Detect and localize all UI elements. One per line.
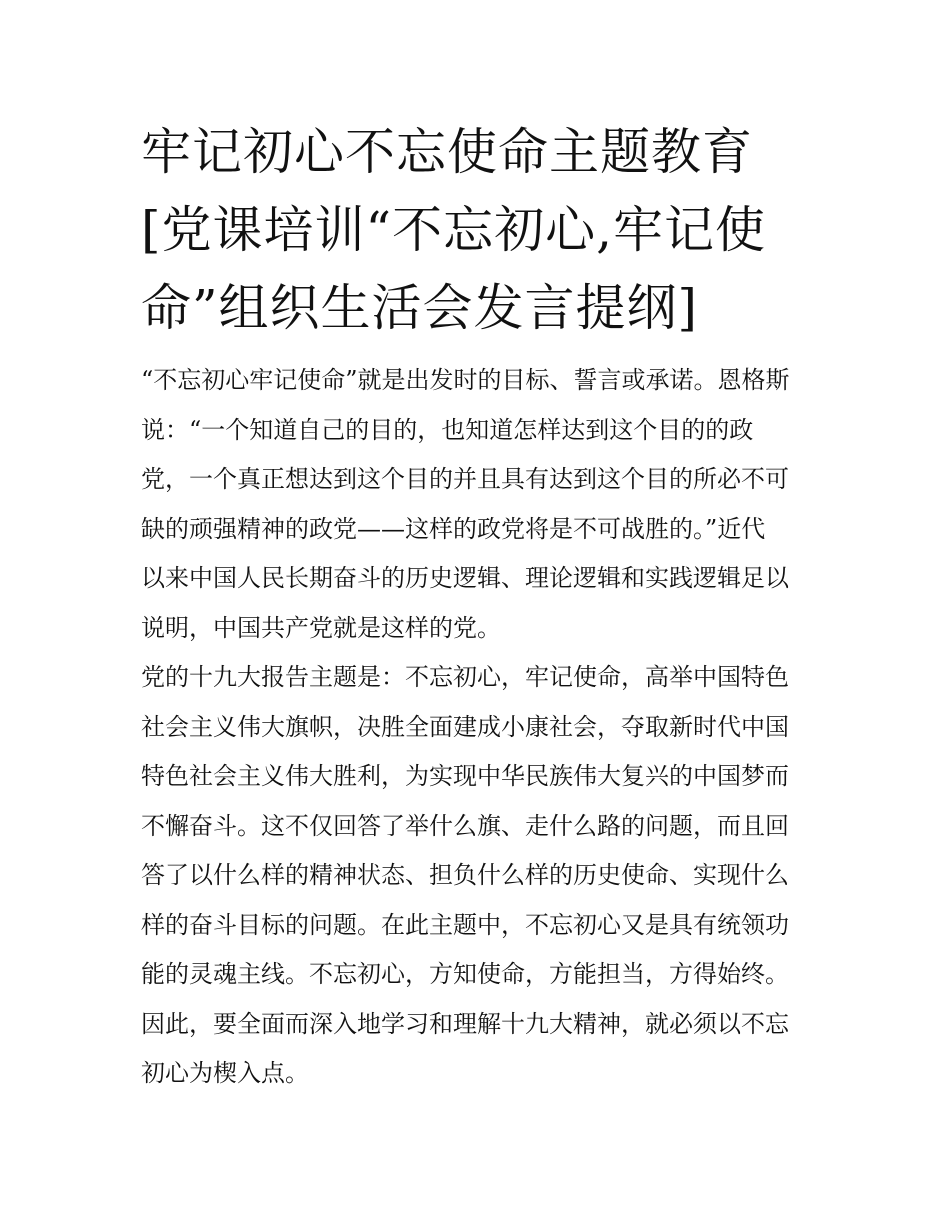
paragraph-1: “不忘初心牢记使命”就是出发时的目标、誓言或承诺。恩格斯 说：“一个知道自己的目的，也知道怎样达到这个目的的政 党，一个真正想达到这个目的并且具有达到这个目的所必不可 缺的顽强精神的政党——这样的政党将是不可战胜的。”近代 以来中国人民长期奋斗的历史逻辑、理论逻辑和实践逻辑足以 说明，中国共产党就是这样的党。 (141, 366, 790, 642)
paragraph-2: 党的十九大报告主题是：不忘初心，牢记使命，高举中国特色 社会主义伟大旗帜，决胜全面建成小康社会，夺取新时代中国 特色社会主义伟大胜利，为实现中华民族伟大复兴的中国梦而 不懈奋斗。这不仅回答了举什么旗、走什么路的问题，而且回 答了以什么样的精神状态、担负什么样的历史使命、实现什么 样的奋斗目标的问题。在此主题中，不忘初心又是具有统领功 能的灵魂主线。不忘初心，方知使命，方能担当，方得始终。 因此，要全面而深入地学习和理解十九大精神，就必须以不忘 初心为楔入点。 (141, 663, 789, 1087)
document-title: 牢记初心不忘使命主题教育 [党课培训“不忘初心,牢记使 命”组织生活会发言提纲] (141, 123, 766, 337)
document-body (141, 356, 821, 1099)
